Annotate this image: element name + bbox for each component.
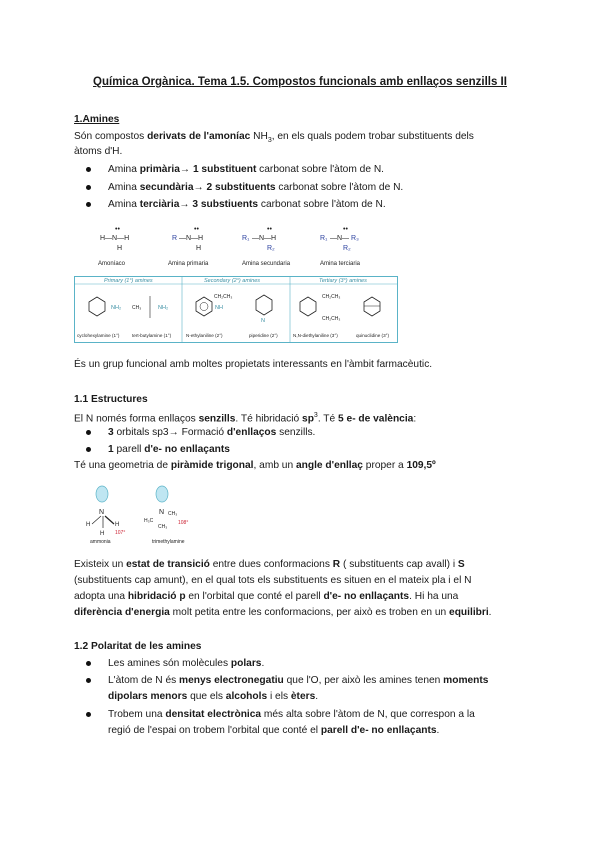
svg-text:R₁: R₁ [242,235,250,242]
svg-text:—N—: —N— [330,235,350,242]
amine-examples-figure [74,276,398,343]
paragraph: diferència d'energia molt petita entre les conformacions, per això es troben en un equilibri. [74,607,492,618]
list-item: Amina primària→ 1 substituent carbonat sobre l'àtom de N. [92,162,384,177]
figure-caption: tert-butylamine (1°) [132,333,172,338]
svg-text:108°: 108° [178,520,189,526]
svg-text:N: N [261,318,265,324]
svg-text:H: H [115,522,120,528]
svg-text:NH: NH [215,305,223,311]
svg-text:R₂: R₂ [343,245,351,252]
svg-text:NH₂: NH₂ [111,305,122,311]
list-item: 3 orbitals sp3→ Formació d'enllaços senzills. [92,425,315,440]
svg-text:NH₂: NH₂ [158,305,169,311]
figure-caption: cyclohexylamine (1°) [77,333,120,338]
svg-text:—N—H: —N—H [252,235,277,242]
svg-text:••: •• [194,226,199,233]
svg-text:R: R [172,235,178,242]
svg-text:ammonia: ammonia [90,539,111,544]
figure-caption: piperidine (2°) [249,333,278,338]
amine-type-label: Amoníaco [98,261,126,267]
list-item: Amina secundària→ 2 substituents carbonat sobre l'àtom de N. [92,180,403,195]
svg-text:N: N [99,509,105,516]
svg-text:R₂: R₂ [267,245,275,252]
list-item: Les amines són molècules polars. [92,656,264,671]
paragraph: Existeix un estat de transició entre dues conformacions R ( substituents cap avall) i S [74,559,465,570]
svg-text:H: H [117,245,123,252]
paragraph: (substituents cap amunt), en el qual tots els substituents es situen en el mateix pla i el N [74,575,472,586]
svg-text:••: •• [343,226,348,233]
amine-type-label: Amina terciaria [320,261,361,267]
svg-text:H: H [100,531,105,537]
svg-text:H: H [86,522,91,528]
paragraph: adopta una hibridació p en l'orbital que conté el parell d'e- no enllaçants. Hi ha una [74,591,459,602]
figure-header: Secondary (2°) amines [204,278,261,284]
paragraph: És un grup funcional amb moltes propietats interessants en l'àmbit farmacèutic. [74,359,433,370]
amine-type-label: Amina primaria [168,261,209,267]
intro-line-2: àtoms d'H. [74,146,123,157]
amine-types-figure [92,222,402,268]
figure-caption: N-ethylaniline (2°) [186,333,223,338]
svg-text:H₃C: H₃C [144,518,154,524]
svg-text:H: H [196,245,202,252]
figure-header: Tertiary (3°) amines [319,278,367,284]
list-item: L'àtom de N és menys electronegatiu que l'O, per això les amines tenen moments [92,673,488,688]
list-item: Trobem una densitat electrònica més alta sobre l'àtom de N, que correspon a la [92,707,475,722]
list-item-continuation: dipolars menors que els alcohols i els èters. [108,691,319,702]
figure-caption: N,N-diethylaniline (3°) [293,333,338,338]
section-heading-estructures: 1.1 Estructures [74,394,148,405]
svg-text:H—N—H: H—N—H [100,235,130,242]
svg-text:CH₃: CH₃ [168,511,178,517]
figure-caption: quinuclidine (3°) [356,333,389,338]
figure-header: Primary (1°) amines [104,278,153,284]
svg-text:R₁: R₁ [320,235,328,242]
intro-line-1: Són compostos derivats de l'amoníac $NH_3$, en els quals podem trobar substituents dels [74,131,474,145]
pyramidal-figure [82,482,212,544]
paragraph: El N només forma enllaços senzills. Té hibridació $sp^3$. Té 5 e- de valència: [74,412,417,425]
svg-text:CH₃: CH₃ [132,305,142,311]
svg-text:R₃: R₃ [351,235,359,242]
svg-text:trimethylamine: trimethylamine [152,539,185,544]
svg-text:••: •• [115,226,120,233]
section-heading-amines: 1.Amines [74,114,120,125]
section-heading-polaritat: 1.2 Polaritat de les amines [74,641,202,652]
svg-text:—N—H: —N—H [179,235,204,242]
list-item: 1 parell d'e- no enllaçants [92,442,230,457]
page-title: Química Orgànica. Tema 1.5. Compostos funcionals amb enllaços senzills II [93,76,507,88]
list-item-continuation: regió de l'espai on trobem l'orbital que conté el parell d'e- no enllaçants. [108,725,440,736]
svg-text:107°: 107° [115,530,126,536]
svg-text:CH₂CH₃: CH₂CH₃ [322,316,341,322]
paragraph: Té una geometria de piràmide trigonal, amb un angle d'enllaç proper a 109,5º [74,460,436,471]
list-item: Amina terciària→ 3 substiuents carbonat sobre l'àtom de N. [92,197,386,212]
svg-text:CH₂CH₃: CH₂CH₃ [322,294,341,300]
svg-text:••: •• [267,226,272,233]
svg-text:N: N [159,509,165,516]
svg-text:CH₃: CH₃ [158,524,168,530]
svg-text:CH₂CH₃: CH₂CH₃ [214,294,233,300]
amine-type-label: Amina secundaria [242,261,291,267]
